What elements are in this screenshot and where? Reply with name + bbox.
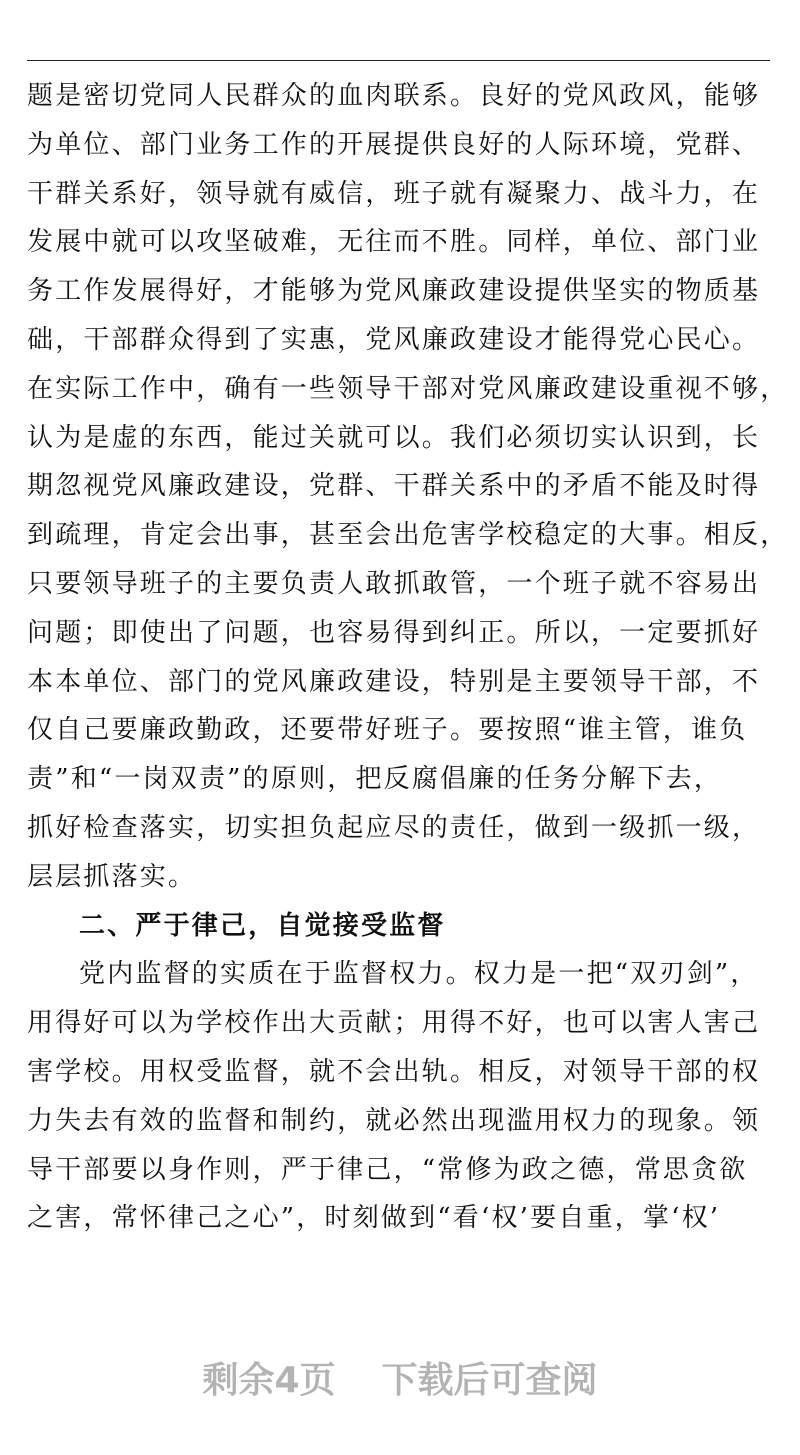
- paragraph-line: 础，干部群众得到了实惠，党风廉政建设才能得党心民心。: [27, 324, 761, 355]
- paragraph-line: 务工作发展得好，才能够为党风廉政建设提供坚实的物质基: [27, 276, 761, 307]
- paragraph-line: 导干部要以身作则，严于律己，“常修为政之德，常思贪欲: [27, 1154, 748, 1185]
- download-prompt[interactable]: [0, 1352, 800, 1403]
- paragraph-line: 抓好检查落实，切实担负起应尽的责任，做到一级抓一级，: [27, 812, 761, 843]
- paragraph-line: 认为是虚的东西，能过关就可以。我们必须切实认识到，长: [27, 422, 761, 453]
- paragraph-line: 用得好可以为学校作出大贡献；用得不好，也可以害人害己: [27, 1008, 761, 1039]
- paragraph-line: 干群关系好，领导就有威信，班子就有凝聚力、战斗力，在: [27, 178, 761, 209]
- paragraph-line: 之害，常怀律己之心”，时刻做到“看‘权’要自重，掌‘权’: [27, 1203, 721, 1234]
- paragraph-line: 害学校。用权受监督，就不会出轨。相反，对领导干部的权: [27, 1056, 761, 1087]
- paragraph-line: 只要领导班子的主要负责人敢抓敢管，一个班子就不容易出: [27, 568, 761, 599]
- paragraph-line: 仅自己要廉政勤政，还要带好班子。要按照“谁主管，谁负: [27, 715, 748, 746]
- paragraph-line: 问题；即使出了问题，也容易得到纠正。所以，一定要抓好: [27, 617, 761, 648]
- paragraph-line: 期忽视党风廉政建设，党群、干群关系中的矛盾不能及时得: [27, 471, 761, 502]
- paragraph-line: 题是密切党同人民群众的血肉联系。良好的党风政风，能够: [27, 81, 761, 111]
- paragraph-line: 党内监督的实质在于监督权力。权力是一把“双刃剑”，: [79, 959, 759, 990]
- header-rule: [27, 60, 770, 61]
- section-heading: 二、严于律己，自觉接受监督: [79, 910, 446, 941]
- paragraph-line: 责”和“一岗双责”的原则，把反腐倡廉的任务分解下去，: [27, 764, 723, 795]
- paragraph-line: 到疏理，肯定会出事，甚至会出危害学校稳定的大事。相反，: [27, 520, 789, 551]
- remaining-pages-label: 剩余4页: [202, 1360, 336, 1401]
- document-body: [27, 72, 789, 1243]
- paragraph-line: 本本单位、部门的党风廉政建设，特别是主要领导干部，不: [27, 666, 761, 697]
- download-to-view-label: 下载后可查阅: [381, 1360, 598, 1401]
- paragraph-line: 在实际工作中，确有一些领导干部对党风廉政建设重视不够，: [27, 373, 789, 404]
- paragraph-line: 层层抓落实。: [27, 861, 197, 892]
- paragraph-line: 发展中就可以攻坚破难，无往而不胜。同样，单位、部门业: [27, 227, 761, 258]
- paragraph-line: 力失去有效的监督和制约，就必然出现滥用权力的现象。领: [27, 1105, 761, 1136]
- paragraph-line: 为单位、部门业务工作的开展提供良好的人际环境，党群、: [27, 129, 761, 160]
